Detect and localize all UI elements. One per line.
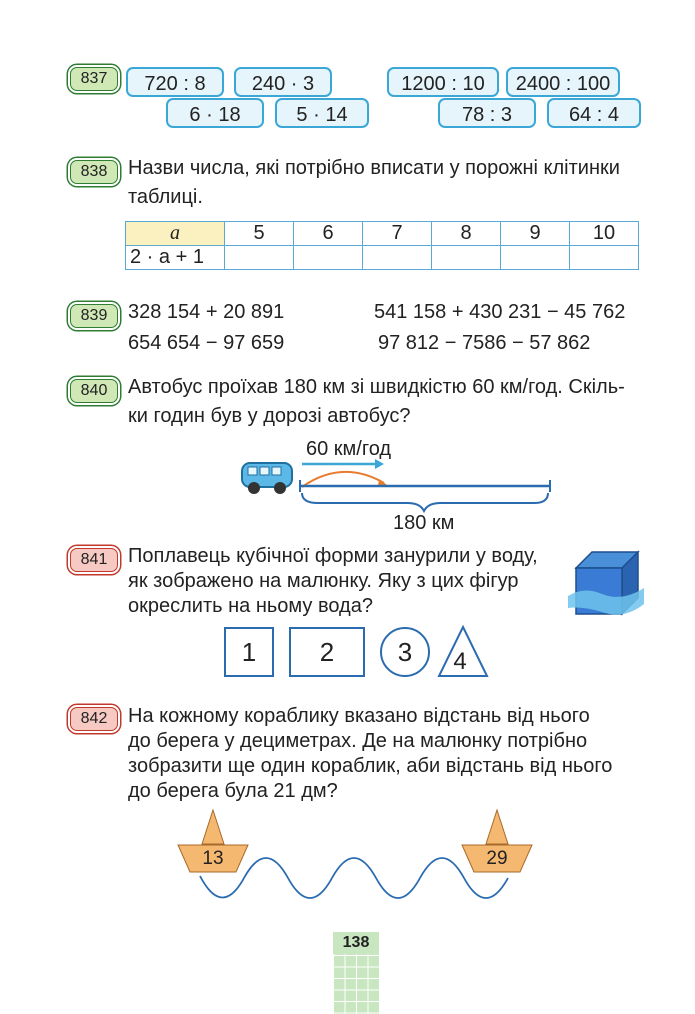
exercise-839-item: 328 154 + 20 891 bbox=[128, 301, 285, 323]
expression-box: 78 : 3 bbox=[438, 98, 536, 128]
shore-wave bbox=[200, 858, 508, 898]
empty-cell bbox=[225, 246, 294, 270]
exercise-841-number: 841 bbox=[70, 548, 118, 572]
empty-cell bbox=[294, 246, 363, 270]
figure-triangle-label: 4 bbox=[453, 648, 467, 675]
expression-box: 6 · 18 bbox=[166, 98, 264, 128]
speed-label: 60 км/год bbox=[306, 438, 392, 460]
figure-rectangle: 2 bbox=[289, 627, 365, 677]
values-table bbox=[125, 221, 639, 270]
exercise-842-text-line3: зобразити ще один кораблик, аби відстань від нього bbox=[128, 755, 613, 777]
empty-cell bbox=[432, 246, 501, 270]
speed-arrow-head bbox=[375, 459, 384, 469]
figure-square: 1 bbox=[224, 627, 274, 677]
expression-box: 240 · 3 bbox=[234, 67, 332, 97]
distance-brace bbox=[302, 493, 548, 511]
table-cell: 6 bbox=[294, 222, 363, 246]
table-header-a: a bbox=[126, 222, 225, 246]
exercise-841-text-line3: окреслить на ньому вода? bbox=[128, 595, 373, 617]
expression-box: 1200 : 10 bbox=[387, 67, 499, 97]
exercise-839-item: 97 812 − 7586 − 57 862 bbox=[378, 332, 591, 354]
exercise-839-number: 839 bbox=[70, 304, 118, 328]
exercise-838-number: 838 bbox=[70, 160, 118, 184]
table-row-label: 2 · a + 1 bbox=[126, 246, 225, 270]
exercise-837-number: 837 bbox=[70, 67, 118, 91]
exercise-840-text-line2: ки годин був у дорозі автобус? bbox=[128, 405, 411, 427]
empty-cell bbox=[501, 246, 570, 270]
expression-box: 720 : 8 bbox=[126, 67, 224, 97]
table-cell: 9 bbox=[501, 222, 570, 246]
exercise-838-text-line2: таблиці. bbox=[128, 186, 203, 208]
exercise-839-item: 541 158 + 430 231 − 45 762 bbox=[374, 301, 626, 323]
boat-right-distance: 29 bbox=[486, 848, 508, 869]
table-cell: 7 bbox=[363, 222, 432, 246]
page-number: 138 bbox=[333, 932, 379, 954]
exercise-839-item: 654 654 − 97 659 bbox=[128, 332, 285, 354]
distance-label: 180 км bbox=[393, 512, 455, 534]
exercise-840-number: 840 bbox=[70, 379, 118, 403]
exercise-838-text-line1: Назви числа, які потрібно вписати у порожні клітинки bbox=[128, 157, 620, 179]
hour-arc bbox=[302, 472, 384, 487]
boat-left-distance: 13 bbox=[202, 848, 224, 869]
cube-float-icon bbox=[566, 548, 646, 624]
exercise-842-text-line4: до берега була 21 дм? bbox=[128, 780, 338, 802]
table-cell: 10 bbox=[570, 222, 639, 246]
exercise-840-text-line1: Автобус проїхав 180 км зі швидкістю 60 км/год. Скіль- bbox=[128, 376, 625, 398]
table-cell: 8 bbox=[432, 222, 501, 246]
exercise-842-text-line1: На кожному кораблику вказано відстань від нього bbox=[128, 705, 590, 727]
expression-box: 64 : 4 bbox=[547, 98, 641, 128]
exercise-842-text-line2: до берега у дециметрах. Де на малюнку потрібно bbox=[128, 730, 588, 752]
page-number-tab bbox=[333, 932, 379, 1014]
bus-icon bbox=[242, 463, 292, 494]
exercise-841-text-line2: як зображено на малюнку. Яку з цих фігур bbox=[128, 570, 519, 592]
figure-circle: 3 bbox=[380, 627, 430, 677]
bus-distance-diagram bbox=[238, 455, 558, 515]
exercise-841-text-line1: Поплавець кубічної форми занурили у воду, bbox=[128, 545, 538, 567]
expression-box: 2400 : 100 bbox=[506, 67, 620, 97]
table-cell: 5 bbox=[225, 222, 294, 246]
empty-cell bbox=[570, 246, 639, 270]
expression-box: 5 · 14 bbox=[275, 98, 369, 128]
exercise-842-number: 842 bbox=[70, 707, 118, 731]
empty-cell bbox=[363, 246, 432, 270]
